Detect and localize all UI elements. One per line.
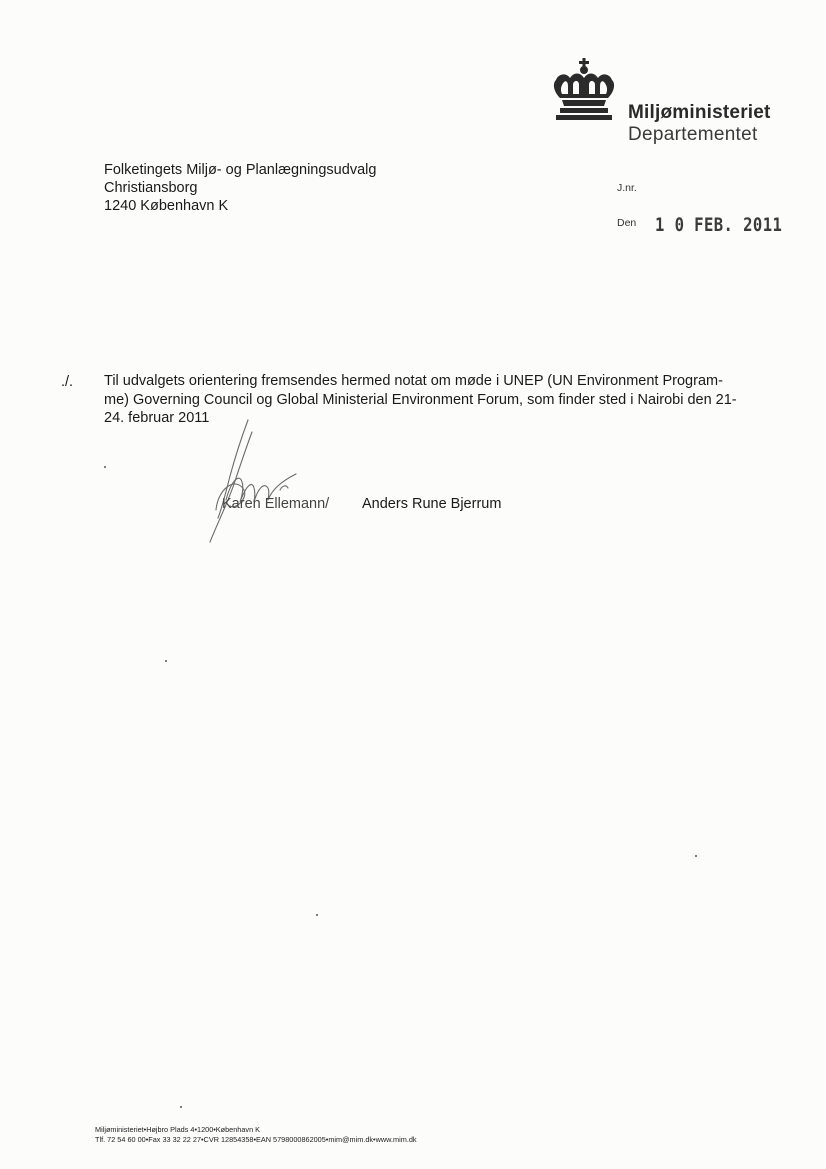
body-line: me) Governing Council og Global Ministerial Environment Forum, som finder sted i Nairobi den 21- (104, 391, 737, 408)
recipient-address (104, 161, 376, 215)
organization-name: Miljøministeriet (628, 102, 771, 123)
scan-speck (165, 660, 167, 662)
letterhead-logo (548, 58, 808, 158)
letter-footer (95, 1125, 417, 1145)
crown-icon (548, 58, 620, 122)
recipient-line: 1240 København K (104, 198, 229, 214)
scan-speck (104, 466, 106, 468)
handwritten-signature (196, 418, 316, 548)
scan-speck (695, 855, 697, 857)
recipient-line: Folketingets Miljø- og Planlægningsudvalg (104, 162, 377, 178)
footer-address: Miljøministeriet•Højbro Plads 4•1200•København K (95, 1125, 261, 1134)
enclosure-marker: ./. (61, 374, 74, 390)
signer-minister: Karen Ellemann/ (222, 496, 330, 512)
jnr-label: J.nr. (617, 182, 637, 194)
body-line: Til udvalgets orientering fremsendes hermed notat om møde i UNEP (UN Environment Program- (104, 373, 723, 389)
body-line: 24. februar 2011 (104, 410, 210, 426)
recipient-line: Christiansborg (104, 180, 198, 196)
department-name: Departementet (628, 124, 758, 145)
scan-speck (180, 1106, 182, 1108)
signer-official: Anders Rune Bjerrum (362, 496, 502, 512)
date-label: Den (617, 217, 637, 229)
scan-speck (316, 914, 318, 916)
date-stamp: 1 0 FEB. 2011 (655, 214, 783, 236)
footer-contact: Tlf. 72 54 60 00•Fax 33 32 22 27•CVR 12854358•EAN 5798000862005•mim@mim.dk•www.mim.dk (95, 1135, 417, 1144)
